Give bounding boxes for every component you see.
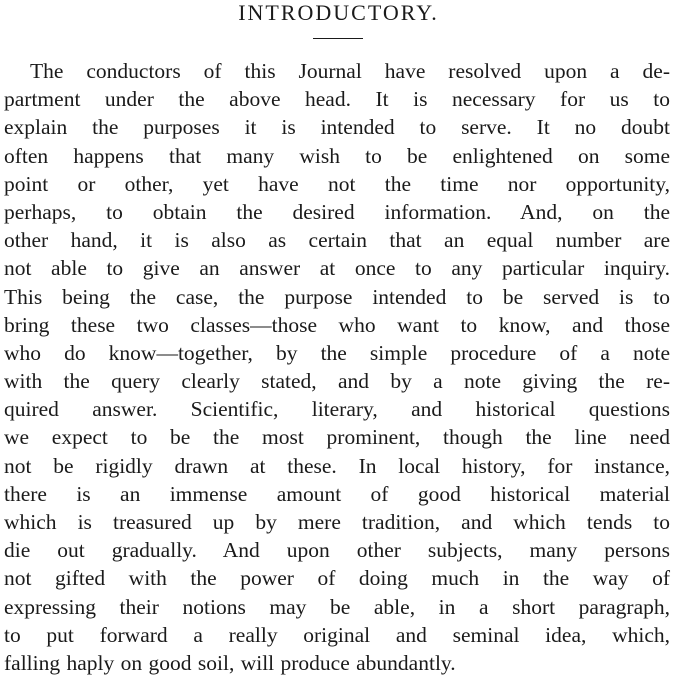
heading-divider-rule bbox=[313, 38, 363, 39]
paragraph-line: not gifted with the power of doing much in the way of bbox=[4, 566, 670, 591]
article-heading: INTRODUCTORY. bbox=[238, 0, 439, 25]
paragraph-line: with the query clearly stated, and by a note giving the re- bbox=[4, 369, 670, 394]
paragraph-line: partment under the above head. It is necessary for us to bbox=[4, 87, 670, 112]
paragraph-line: The conductors of this Journal have resolved upon a de- bbox=[30, 59, 670, 83]
paragraph-line: to put forward a really original and seminal idea, which, bbox=[4, 622, 670, 647]
paragraph-line: who do know—together, by the simple procedure of a note bbox=[4, 340, 670, 365]
paragraph-line: which is treasured up by mere tradition, and which tends to bbox=[4, 510, 670, 534]
paragraph-line: bring these two classes—those who want to know, and those bbox=[4, 312, 670, 337]
paragraph-line: point or other, yet have not the time nor opportunity, bbox=[4, 171, 670, 196]
paragraph-line: expressing their notions may be able, in a short paragraph, bbox=[4, 594, 670, 619]
article-paragraph bbox=[4, 57, 670, 677]
paragraph-line: die out gradually. And upon other subjects, many persons bbox=[4, 538, 670, 563]
paragraph-line: perhaps, to obtain the desired information. And, on the bbox=[4, 199, 670, 224]
paragraph-line: other hand, it is also as certain that an equal number are bbox=[4, 228, 670, 253]
paragraph-line: explain the purposes it is intended to serve. It no doubt bbox=[4, 115, 670, 140]
paragraph-line: This being the case, the purpose intended to be served is to bbox=[4, 284, 670, 309]
paragraph-line: not be rigidly drawn at these. In local history, for instance, bbox=[4, 453, 670, 478]
paragraph-line: quired answer. Scientific, literary, and historical questions bbox=[4, 397, 670, 422]
paragraph-line: we expect to be the most prominent, though the line need bbox=[4, 425, 670, 450]
paragraph-line: there is an immense amount of good historical material bbox=[4, 481, 670, 506]
paragraph-line: often happens that many wish to be enlightened on some bbox=[4, 143, 670, 168]
paragraph-line: not able to give an answer at once to any particular inquiry. bbox=[4, 256, 670, 281]
paragraph-line: falling haply on good soil, will produce abundantly. bbox=[4, 650, 456, 675]
